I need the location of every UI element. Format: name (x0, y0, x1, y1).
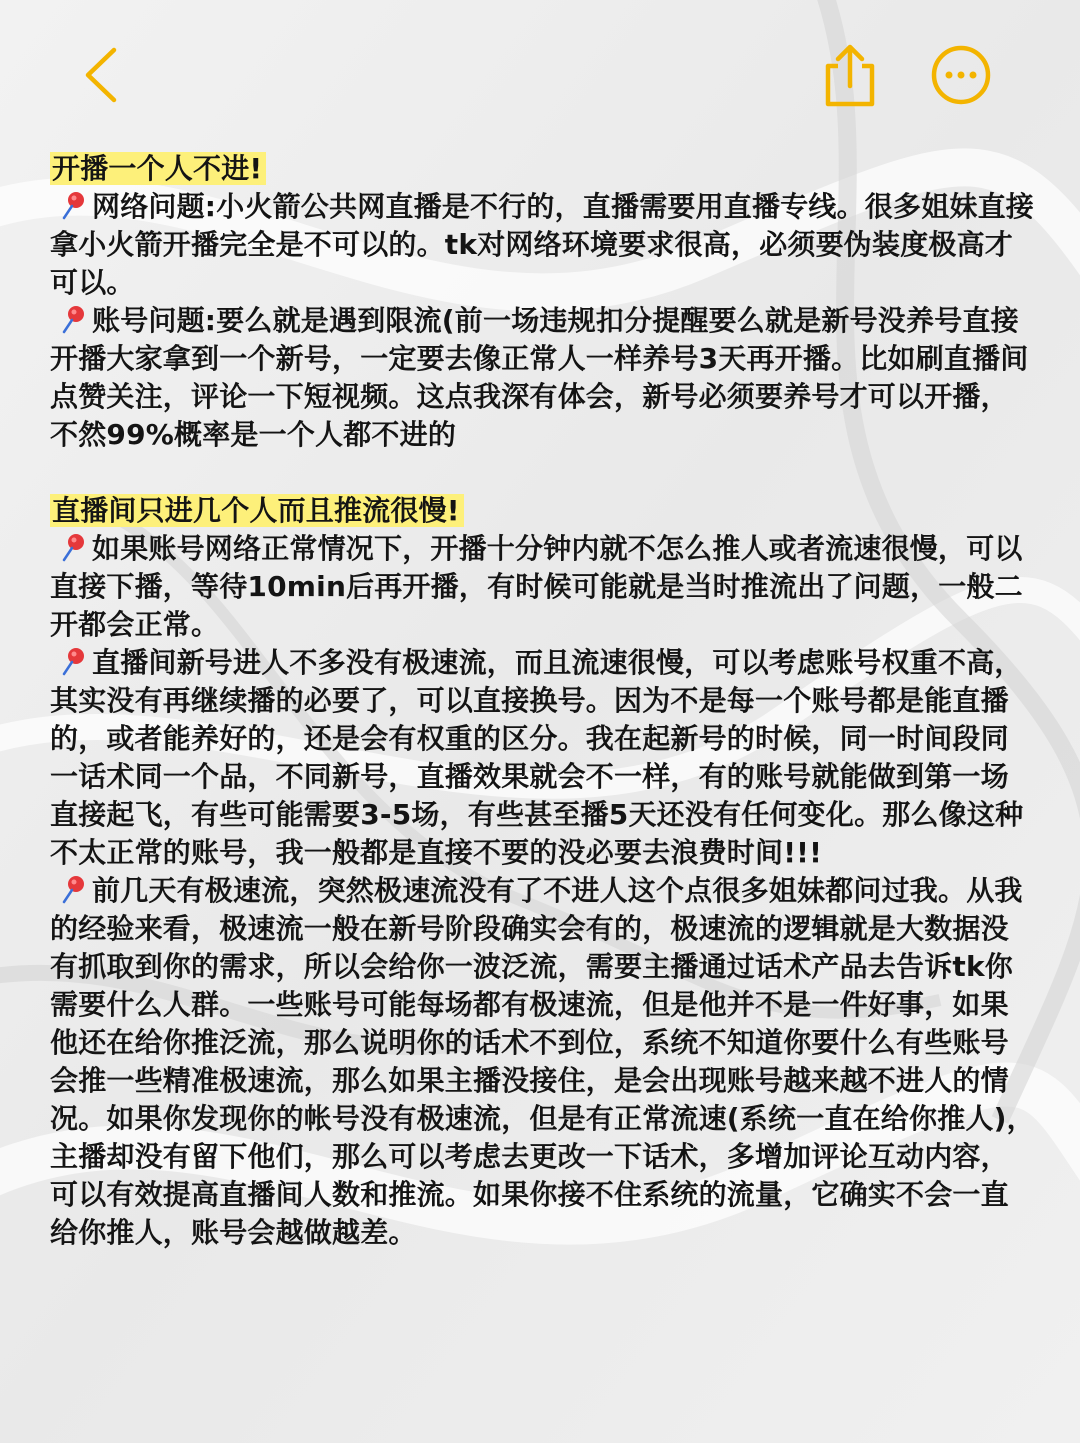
share-icon (818, 40, 882, 110)
pushpin-icon (50, 532, 90, 562)
pushpin-icon (50, 646, 90, 676)
more-options-button[interactable] (930, 44, 992, 106)
top-navigation-bar (0, 0, 1080, 150)
list-item: 网络问题:小火箭公共网直播是不行的，直播需要用直播专线。很多姐妹直接拿小火箭开播完全是不可以的。tk对网络环境要求很高，必须要伪装度极高才可以。 (50, 190, 1035, 299)
back-button[interactable] (70, 40, 130, 110)
section-spacer (50, 454, 1035, 492)
section-2 (50, 492, 1035, 1252)
section-heading: 直播间只进几个人而且推流很慢! (50, 492, 464, 530)
list-item: 如果账号网络正常情况下，开播十分钟内就不怎么推人或者流速很慢，可以直接下播，等待10min后再开播，有时候可能就是当时推流出了问题，一般二开都会正常。 (50, 532, 1023, 641)
note-content (50, 150, 1035, 1252)
pushpin-icon (50, 304, 90, 334)
chevron-left-icon (70, 40, 130, 110)
list-item: 账号问题:要么就是遇到限流(前一场违规扣分提醒要么就是新号没养号直接开播大家拿到一个新号，一定要去像正常人一样养号3天再开播。比如刷直播间点赞关注，评论一下短视频。这点我深有体会，新号必须要养号才可以开播，不然99%概率是一个人都不进的 (50, 304, 1029, 451)
more-icon (930, 44, 992, 106)
section-heading: 开播一个人不进! (50, 150, 266, 188)
list-item: 直播间新号进人不多没有极速流，而且流速很慢，可以考虑账号权重不高，其实没有再继续播的必要了，可以直接换号。因为不是每一个账号都是能直播的，或者能养好的，还是会有权重的区分。我在起新号的时候，同一时间段同一话术同一个品，不同新号，直播效果就会不一样，有的账号就能做到第一场直接起飞，有些可能需要3-5场，有些甚至播5天还没有任何变化。那么像这种不太正常的账号，我一般都是直接不要的没必要去浪费时间!!! (50, 646, 1024, 869)
share-button[interactable] (818, 40, 882, 110)
list-item: 前几天有极速流，突然极速流没有了不进人这个点很多姐妹都问过我。从我的经验来看，极速流一般在新号阶段确实会有的，极速流的逻辑就是大数据没有抓取到你的需求，所以会给你一波泛流，需要主播通过话术产品去告诉tk你需要什么人群。一些账号可能每场都有极速流，但是他并不是一件好事，如果他还在给你推泛流，那么说明你的话术不到位，系统不知道你要什么有些账号会推一些精准极速流，那么如果主播没接住，是会出现账号越来越不进人的情况。如果你发现你的帐号没有极速流，但是有正常流速(系统一直在给你推人)，主播却没有留下他们，那么可以考虑去更改一下话术，多增加评论互动内容，可以有效提高直播间人数和推流。如果你接不住系统的流量，它确实不会一直给你推人，账号会越做越差。 (50, 874, 1035, 1249)
section-1 (50, 150, 1035, 454)
pushpin-icon (50, 190, 90, 220)
pushpin-icon (50, 874, 90, 904)
